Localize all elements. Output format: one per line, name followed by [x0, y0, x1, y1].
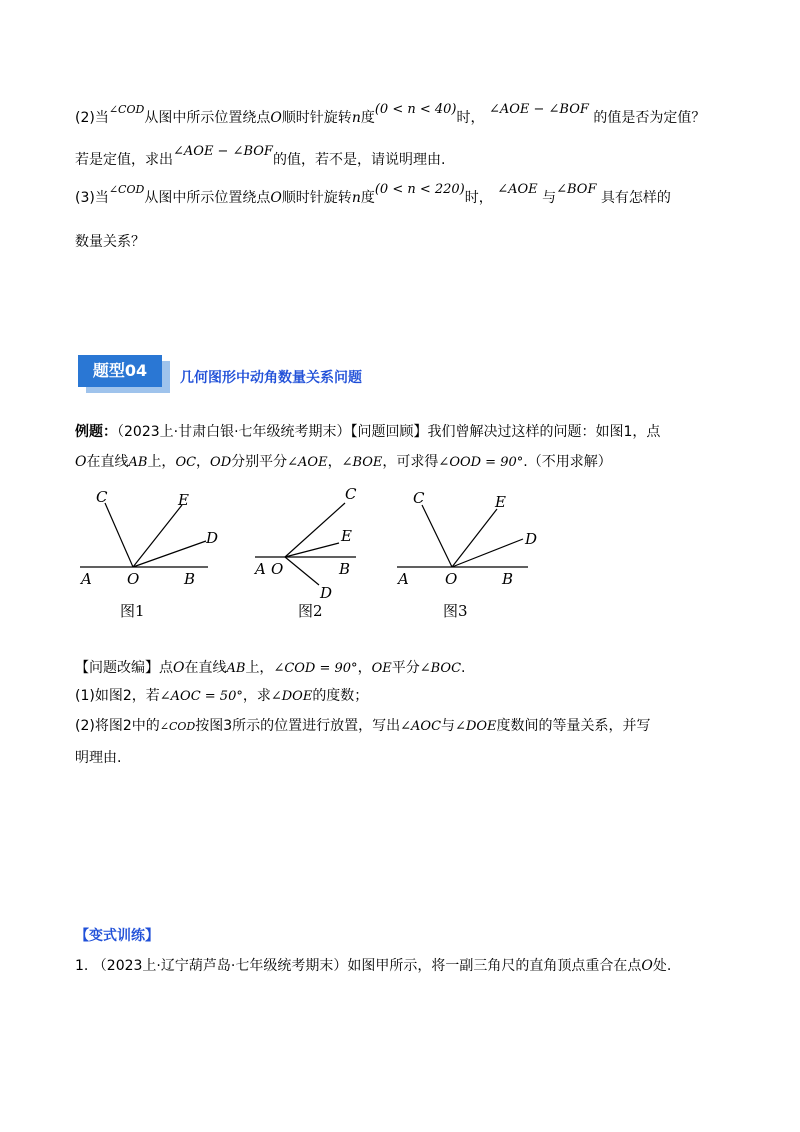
- angle-cod: ∠COD: [108, 183, 145, 196]
- q2-line1: (2)当$^{\angle COD}$从图中所示位置绕点O顺时针旋转n度(0 < n < 40)时， ∠AOE − ∠BOF 的值是否为定值？: [75, 102, 706, 126]
- section-title: 几何图形中动角数量关系问题: [180, 370, 362, 386]
- label-a: A: [81, 570, 92, 588]
- ray-oc: [422, 505, 452, 567]
- q3-line1: (3)当$^{\angle COD}$从图中所示位置绕点O顺时针旋转n度(0 < n < 220)时， ∠AOE 与∠BOF 具有怎样的: [75, 182, 671, 206]
- label-b: B: [502, 570, 514, 588]
- rework-line2: (1)如图2，若∠AOC = 50°，求∠DOE的度数；: [75, 688, 369, 704]
- label-e: E: [495, 493, 506, 511]
- label-e: E: [178, 491, 189, 509]
- figure-2: [253, 485, 373, 600]
- condition: (0 < n < 220): [374, 182, 465, 197]
- figure-1: [78, 485, 218, 590]
- example-line1: 例题：（2023上·甘肃白银·七年级统考期末）【问题回顾】我们曾解决过这样的问题：如图1，点: [75, 424, 661, 440]
- variant-heading: 【变式训练】: [75, 928, 159, 944]
- label-o: O: [127, 570, 140, 588]
- label-b: B: [184, 570, 196, 588]
- label-d: D: [206, 529, 219, 547]
- label-c: C: [96, 488, 108, 506]
- label-c: C: [345, 485, 357, 503]
- label-b: B: [339, 560, 351, 578]
- section-badge: [78, 355, 170, 393]
- label-e: E: [341, 527, 352, 545]
- rework-line3: (2)将图2中的∠COD按图3所示的位置进行放置，写出∠AOC与∠DOE度数间的等量关系，并写: [75, 718, 651, 734]
- angle-cod: ∠COD: [108, 103, 145, 116]
- label-d: D: [525, 530, 538, 548]
- example-label: 例题：: [75, 424, 117, 440]
- variant-line1: 1. （2023上·辽宁葫芦岛·七年级统考期末）如图甲所示，将一副三角尺的直角顶点重合在点O处.: [75, 958, 672, 974]
- label-a: A: [398, 570, 409, 588]
- label-o: O: [445, 570, 458, 588]
- figure-2-caption: 图2: [298, 602, 323, 620]
- figure-1-caption: 图1: [120, 602, 145, 620]
- figure-3-caption: 图3: [443, 602, 468, 620]
- rework-line1: 【问题改编】点O在直线AB上，∠COD = 90°，OE平分∠BOC.: [75, 660, 466, 676]
- figure-3: [395, 485, 545, 590]
- condition: (0 < n < 40): [374, 102, 457, 117]
- badge-label: 题型04: [78, 355, 162, 387]
- label-d: D: [320, 584, 333, 602]
- label-c: C: [413, 489, 425, 507]
- q2-line2: 若是定值，求出∠AOE − ∠BOF的值，若不是，请说明理由.: [75, 144, 446, 168]
- example-line2: O在直线AB上，OC，OD分别平分∠AOE，∠BOE，可求得∠OOD = 90°.（不用求解）: [75, 454, 612, 470]
- ray-oc: [105, 503, 133, 567]
- q3-line2: 数量关系？: [75, 234, 145, 250]
- label-o: O: [271, 560, 284, 578]
- ray-od: [285, 557, 319, 585]
- label-a: A: [255, 560, 266, 578]
- expression: ∠AOE − ∠BOF: [173, 144, 273, 159]
- expression: ∠AOE − ∠BOF: [488, 102, 589, 117]
- rework-line4: 明理由.: [75, 750, 122, 766]
